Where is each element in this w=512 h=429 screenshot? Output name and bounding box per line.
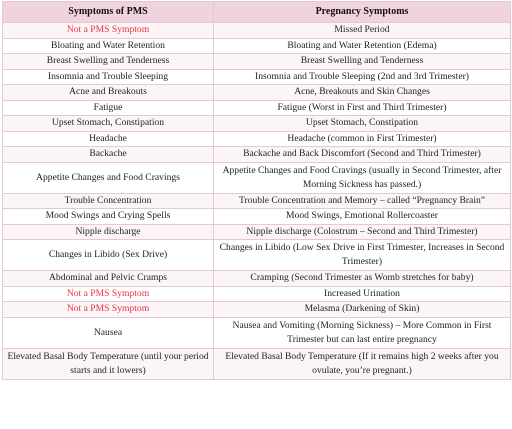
table-row bbox=[3, 23, 511, 39]
pregnancy-cell: Acne, Breakouts and Skin Changes bbox=[214, 85, 511, 101]
pms-cell: Bloating and Water Retention bbox=[3, 38, 214, 54]
pms-cell: Elevated Basal Body Temperature (until your period starts and it lowers) bbox=[3, 348, 214, 379]
table-row bbox=[3, 147, 511, 163]
table-row bbox=[3, 38, 511, 54]
pms-cell: Mood Swings and Crying Spells bbox=[3, 209, 214, 225]
table-row bbox=[3, 302, 511, 318]
pms-vs-pregnancy-table bbox=[2, 1, 511, 380]
table-row bbox=[3, 271, 511, 287]
pms-cell: Appetite Changes and Food Cravings bbox=[3, 162, 214, 193]
table-row bbox=[3, 162, 511, 193]
pregnancy-cell: Increased Urination bbox=[214, 286, 511, 302]
table-header bbox=[3, 2, 511, 23]
pregnancy-cell: Nausea and Vomiting (Morning Sickness) – More Common in First Trimester but can last entire pregnancy bbox=[214, 317, 511, 348]
pregnancy-cell: Appetite Changes and Food Cravings (usually in Second Trimester, after Morning Sickness has passed.) bbox=[214, 162, 511, 193]
table-row bbox=[3, 85, 511, 101]
pms-cell: Nausea bbox=[3, 317, 214, 348]
table-row bbox=[3, 224, 511, 240]
table-row bbox=[3, 348, 511, 379]
pms-cell: Trouble Concentration bbox=[3, 193, 214, 209]
pregnancy-cell: Missed Period bbox=[214, 23, 511, 39]
header-pregnancy: Pregnancy Symptoms bbox=[214, 2, 511, 23]
table-row bbox=[3, 100, 511, 116]
pregnancy-cell: Upset Stomach, Constipation bbox=[214, 116, 511, 132]
pms-cell: Insomnia and Trouble Sleeping bbox=[3, 69, 214, 85]
header-pms: Symptoms of PMS bbox=[3, 2, 214, 23]
pregnancy-cell: Bloating and Water Retention (Edema) bbox=[214, 38, 511, 54]
pregnancy-cell: Trouble Concentration and Memory – called “Pregnancy Brain” bbox=[214, 193, 511, 209]
pms-cell: Headache bbox=[3, 131, 214, 147]
pregnancy-cell: Elevated Basal Body Temperature (If it remains high 2 weeks after you ovulate, you’re pregnant.) bbox=[214, 348, 511, 379]
table-row bbox=[3, 131, 511, 147]
table-row bbox=[3, 317, 511, 348]
table-row bbox=[3, 193, 511, 209]
pms-cell: Breast Swelling and Tenderness bbox=[3, 54, 214, 70]
table-row bbox=[3, 240, 511, 271]
pregnancy-cell: Mood Swings, Emotional Rollercoaster bbox=[214, 209, 511, 225]
pregnancy-cell: Backache and Back Discomfort (Second and Third Trimester) bbox=[214, 147, 511, 163]
pregnancy-cell: Insomnia and Trouble Sleeping (2nd and 3rd Trimester) bbox=[214, 69, 511, 85]
pregnancy-cell: Fatigue (Worst in First and Third Trimester) bbox=[214, 100, 511, 116]
table-row bbox=[3, 69, 511, 85]
pms-cell: Upset Stomach, Constipation bbox=[3, 116, 214, 132]
pms-cell: Not a PMS Symptom bbox=[3, 286, 214, 302]
pregnancy-cell: Nipple discharge (Colostrum – Second and Third Trimester) bbox=[214, 224, 511, 240]
pregnancy-cell: Changes in Libido (Low Sex Drive in First Trimester, Increases in Second Trimester) bbox=[214, 240, 511, 271]
pms-cell: Acne and Breakouts bbox=[3, 85, 214, 101]
table-row bbox=[3, 209, 511, 225]
pms-cell: Changes in Libido (Sex Drive) bbox=[3, 240, 214, 271]
header-row bbox=[3, 2, 511, 23]
pregnancy-cell: Melasma (Darkening of Skin) bbox=[214, 302, 511, 318]
pms-cell: Not a PMS Symptom bbox=[3, 302, 214, 318]
pms-cell: Not a PMS Symptom bbox=[3, 23, 214, 39]
pregnancy-cell: Breast Swelling and Tenderness bbox=[214, 54, 511, 70]
pregnancy-cell: Headache (common in First Trimester) bbox=[214, 131, 511, 147]
pms-cell: Fatigue bbox=[3, 100, 214, 116]
pms-cell: Abdominal and Pelvic Cramps bbox=[3, 271, 214, 287]
table-row bbox=[3, 54, 511, 70]
table-body bbox=[3, 23, 511, 380]
table-row bbox=[3, 116, 511, 132]
pms-cell: Backache bbox=[3, 147, 214, 163]
pms-cell: Nipple discharge bbox=[3, 224, 214, 240]
pregnancy-cell: Cramping (Second Trimester as Womb stretches for baby) bbox=[214, 271, 511, 287]
table-row bbox=[3, 286, 511, 302]
